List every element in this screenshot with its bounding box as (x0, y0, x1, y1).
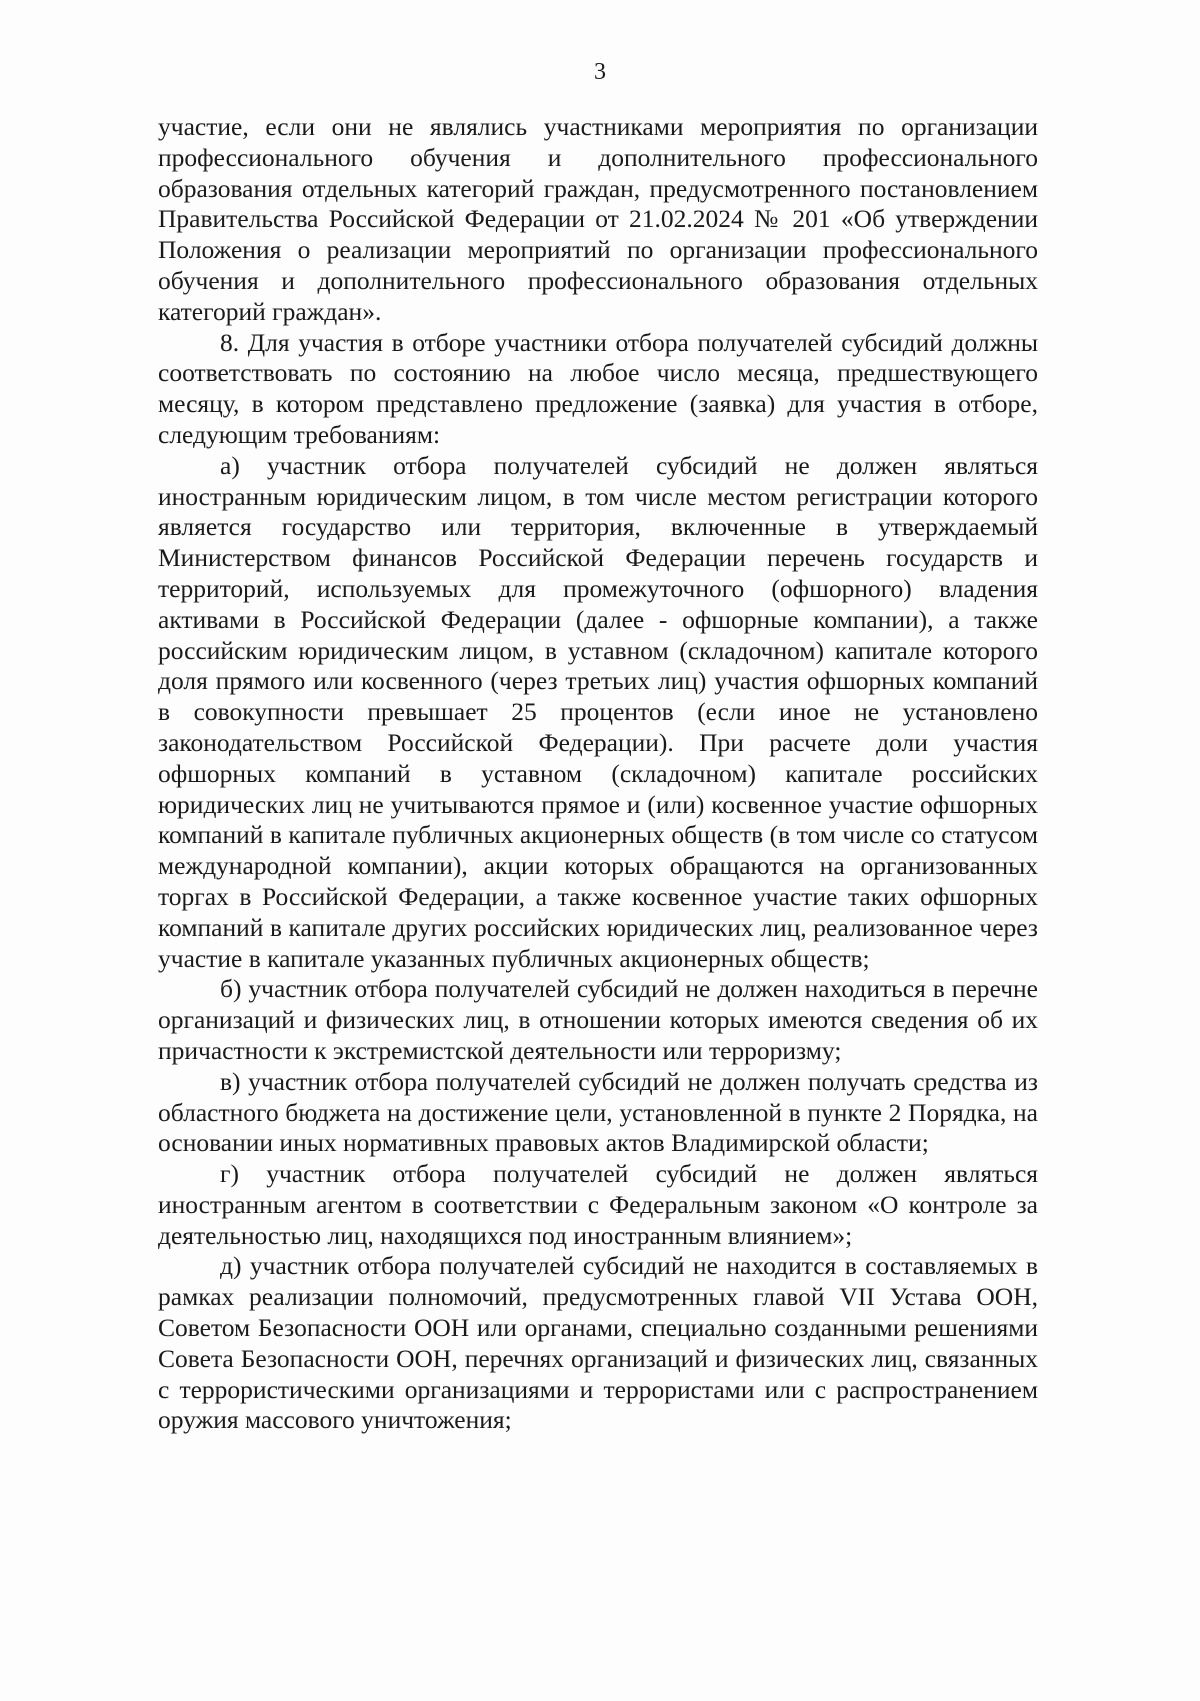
paragraph-continuation: участие, если они не являлись участниками мероприятия по организации профессионального обучения и дополнительного профессионального образования отдельных категорий граждан, предусмотренного постановлением Правительства Российской Федерации от 21.02.2024 № 201 «Об утверждении Положения о реализации мероприятий по организации профессионального обучения и дополнительного профессионального образования отдельных категорий граждан». (158, 112, 1038, 326)
subitem-b: б) участник отбора получателей субсидий не должен находиться в перечне организаций и физических лиц, в отношении которых имеются сведения об их причастности к экстремистской деятельности или терроризму; (158, 974, 1038, 1065)
page-number: 3 (594, 59, 606, 85)
subitem-v: в) участник отбора получателей субсидий не должен получать средства из областного бюджета на достижение цели, установленной в пункте 2 Порядка, на основании иных нормативных правовых актов Владимирской области; (158, 1066, 1038, 1158)
subitem-g: г) участник отбора получателей субсидий не должен являться иностранным агентом в соответствии с Федеральным законом «О контроле за деятельностью лиц, находящихся под иностранным влиянием»; (158, 1159, 1038, 1250)
document-body (158, 112, 1038, 1436)
subitem-a: а) участник отбора получателей субсидий не должен являться иностранным юридическим лицом, в том числе местом регистрации которого является государство или территория, включенные в утверждаемый Министерством финансов Российской Федерации перечень государств и территорий, используемых для промежуточного (офшорного) владения активами в Российской Федерации (далее - офшорные компании), а также российским юридическим лицом, в уставном (складочном) капитале которого доля прямого или косвенного (через третьих лиц) участия офшорных компаний в совокупности превышает 25 процентов (если иное не установлено законодательством Российской Федерации). При расчете доли участия офшорных компаний в уставном (складочном) капитале российских юридических лиц не учитываются прямое и (или) косвенное участие офшорных компаний в капитале публичных акционерных обществ (в том числе со статусом международной компании), акции которых обращаются на организованных торгах в Российской Федерации, а также косвенное участие таких офшорных компаний в капитале других российских юридических лиц, реализованное через участие в капитале указанных публичных акционерных обществ; (158, 450, 1038, 973)
paragraph-item-8: 8. Для участия в отборе участники отбора получателей субсидий должны соответствовать по состоянию на любое число месяца, предшествующего месяцу, в котором представлено предложение (заявка) для участия в отборе, следующим требованиям: (158, 327, 1038, 449)
subitem-d: д) участник отбора получателей субсидий не находится в составляемых в рамках реализации полномочий, предусмотренных главой VII Устава ООН, Советом Безопасности ООН или органами, специально созданными решениями Совета Безопасности ООН, перечнях организаций и физических лиц, связанных с террористическими организациями и террористами или с распространением оружия массового уничтожения; (158, 1251, 1038, 1435)
